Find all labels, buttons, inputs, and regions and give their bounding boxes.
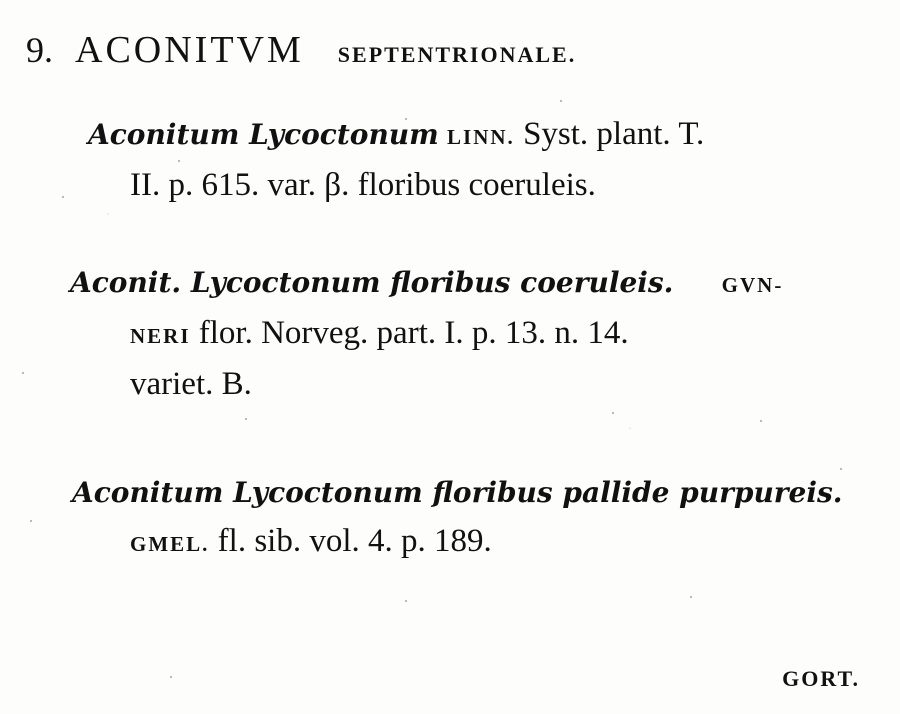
entry-line — [70, 258, 783, 309]
entry-line — [70, 309, 783, 360]
species-name: SEPTENTRIONALE. — [337, 42, 577, 67]
synonym-name: Aconit. Lycoctonum floribus coeruleis. — [70, 266, 674, 299]
citation-text: flor. Norveg. part. I. p. 13. n. 14. — [198, 315, 629, 351]
entry-line — [88, 110, 704, 161]
citation-text: II. p. 615. var. β. floribus coeruleis. — [130, 167, 596, 203]
author-name: NERI — [130, 324, 191, 348]
genus-name: ACONITVM — [75, 29, 304, 71]
synonym-name: Aconitum Lycoctonum floribus pallide purpureis. — [72, 476, 843, 509]
entry-line — [72, 517, 843, 568]
citation-text: Syst. plant. T. — [523, 116, 705, 152]
synonym-name — [72, 468, 843, 517]
author-signature: GORT. — [782, 666, 860, 691]
author-name: LINN. — [447, 125, 515, 149]
synonym-entry-1 — [88, 110, 704, 209]
citation-text: fl. sib. vol. 4. p. 189. — [217, 523, 492, 559]
entry-number: 9. — [26, 30, 53, 70]
synonym-entry-2 — [70, 258, 783, 408]
author-name: GVN- — [721, 273, 784, 297]
synonym-name: Aconitum Lycoctonum — [88, 118, 439, 151]
species-heading — [26, 28, 576, 72]
synonym-entry-3 — [72, 468, 843, 568]
citation-text: variet. B. — [130, 366, 252, 402]
author-name: GMEL. — [130, 532, 210, 556]
